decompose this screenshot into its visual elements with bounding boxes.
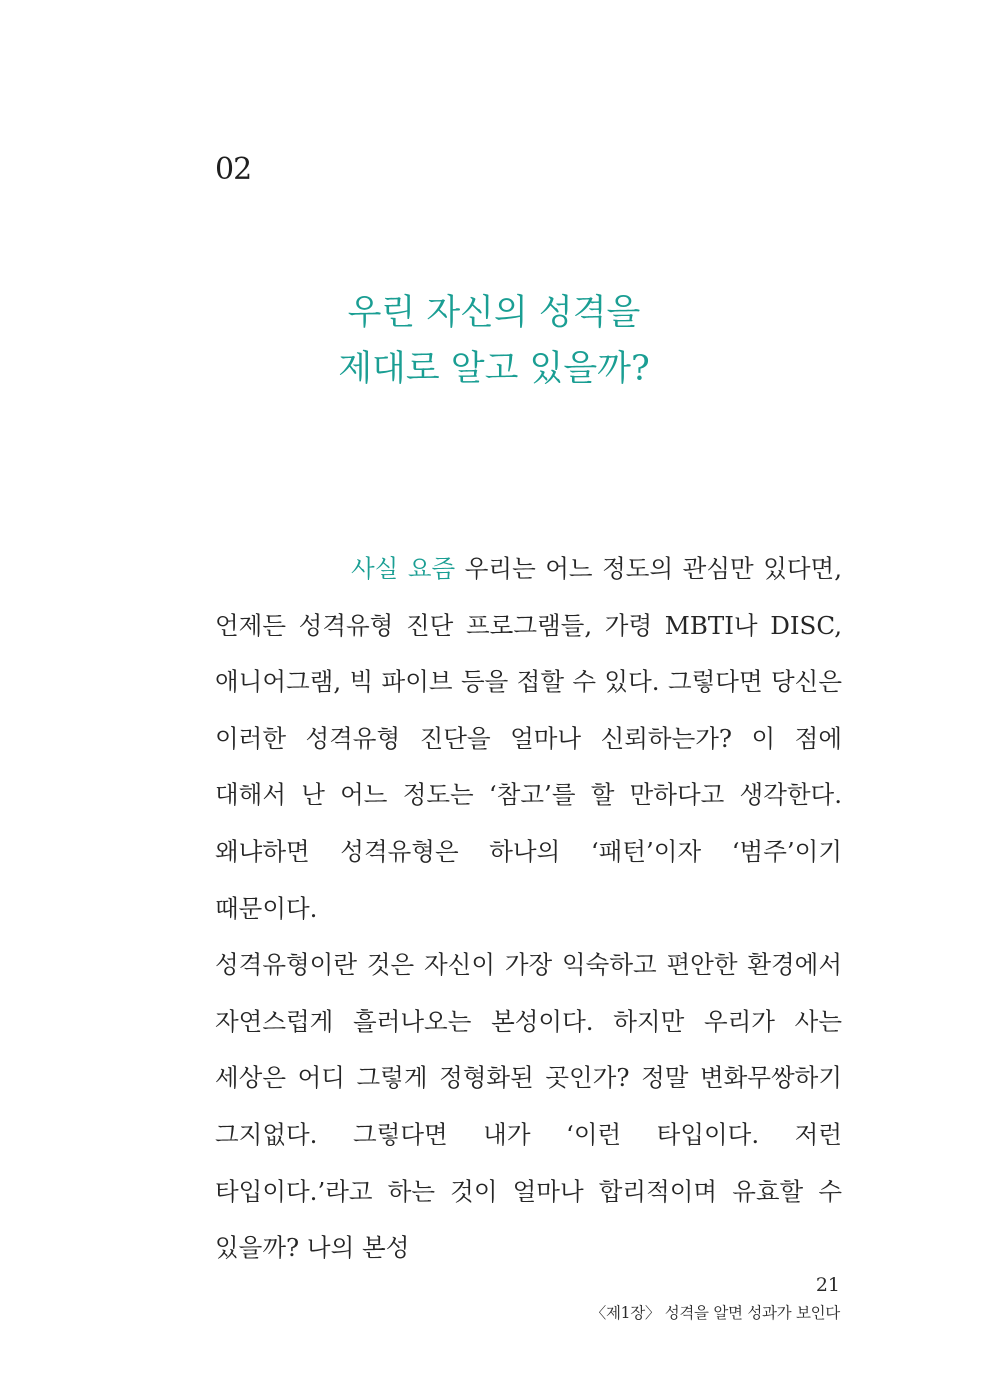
- chapter-number: 02: [215, 152, 252, 187]
- body-text: [215, 541, 842, 1277]
- chapter-title-line-1: 우린 자신의 성격을: [347, 293, 641, 333]
- chapter-title: [0, 285, 988, 397]
- page-number: 21: [815, 1274, 840, 1296]
- paragraph-2: 성격유형이란 것은 자신이 가장 익숙하고 편안한 환경에서 자연스럽게 흘러나오는 본성이다. 하지만 우리가 사는 세상은 어디 그렇게 정형화된 곳인가? 정말 변화무쌍하기 그지없다. 그렇다면 내가 ‘이런 타입이다. 저런 타입이다.’라고 하는 것이 얼마나 합리적이며 유효할 수 있을까? 나의 본성: [215, 950, 842, 1263]
- paragraph-1: [215, 541, 842, 937]
- lead-phrase: 사실 요즘: [351, 554, 456, 583]
- paragraph-1-text: 우리는 어느 정도의 관심만 있다면, 언제든 성격유형 진단 프로그램들, 가령 MBTI나 DISC, 애니어그램, 빅 파이브 등을 접할 수 있다. 그렇다면 당신은 이러한 성격유형 진단을 얼마나 신뢰하는가? 이 점에 대해서 난 어느 정도는 ‘참고’를 할 만하다고 생각한다. 왜냐하면 성격유형은 하나의 ‘패턴’이자 ‘범주’이기 때문이다.: [215, 554, 842, 923]
- running-footer: 〈제1장〉 성격을 알면 성과가 보인다: [590, 1304, 840, 1322]
- chapter-title-line-2: 제대로 알고 있을까?: [338, 349, 650, 389]
